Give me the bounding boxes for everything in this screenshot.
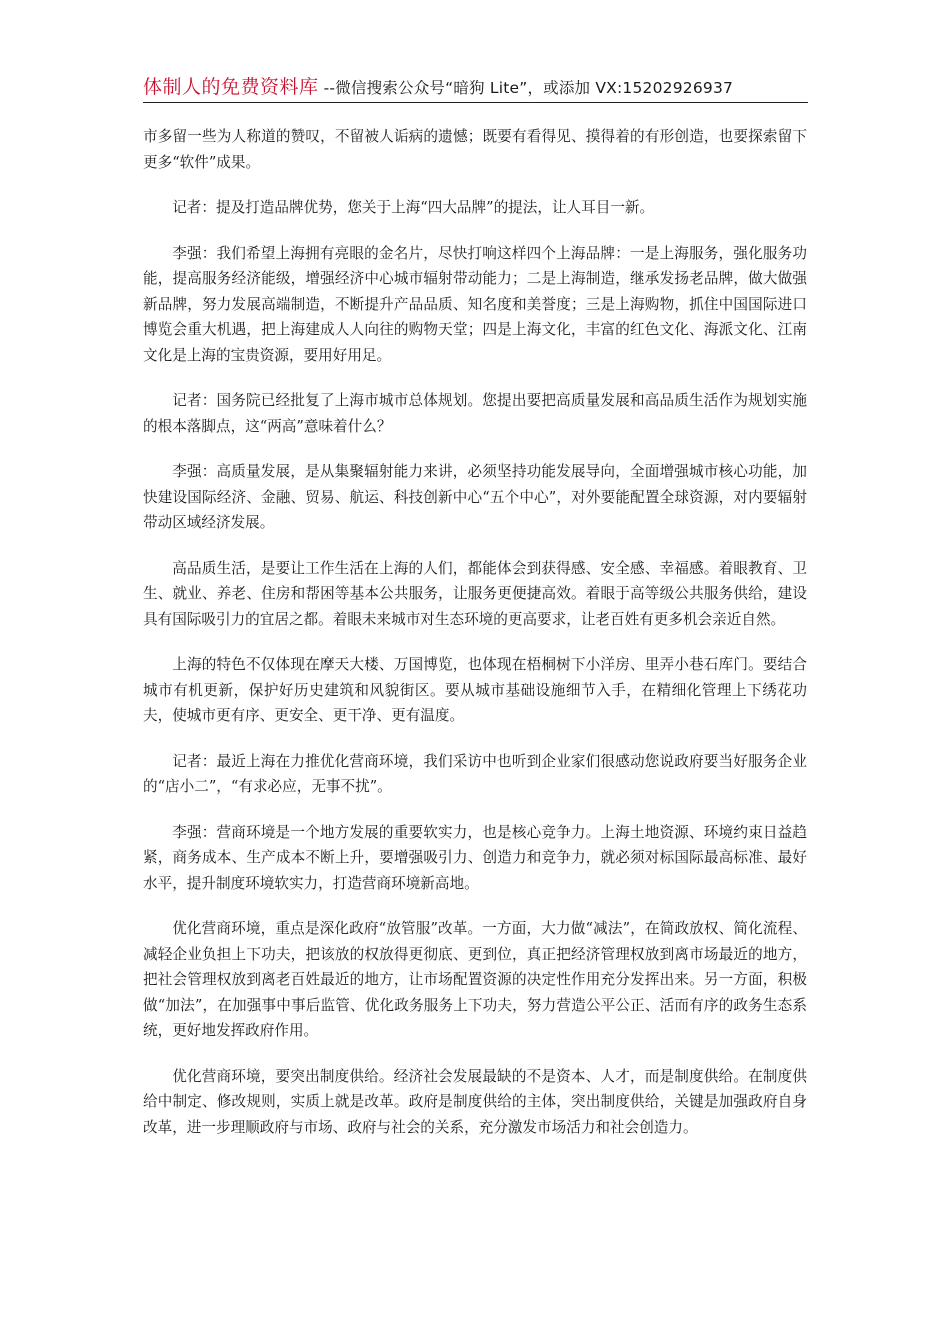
header-brand: 体制人的免费资料库 [143,76,319,98]
paragraph: 记者：国务院已经批复了上海市城市总体规划。您提出要把高质量发展和高品质生活作为规划实施的根本落脚点，这“两高”意味着什么？ [143,392,807,435]
header-subtitle: --微信搜索公众号“暗狗 Lite”，或添加 VX:15202926937 [323,79,734,97]
paragraph: 李强：我们希望上海拥有亮眼的金名片，尽快打响这样四个上海品牌：一是上海服务，强化服务功能，提高服务经济能级，增强经济中心城市辐射带动能力；二是上海制造，继承发扬老品牌，做大做强新品牌，努力发展高端制造，不断提升产品品质、知名度和美誉度；三是上海购物，抓住中国国际进口博览会重大机遇，把上海建成人人向往的购物天堂；四是上海文化，丰富的红色文化、海派文化、江南文化是上海的宝贵资源，要用好用足。 [143,244,807,364]
paragraph: 高品质生活，是要让工作生活在上海的人们，都能体会到获得感、安全感、幸福感。着眼教育、卫生、就业、养老、住房和帮困等基本公共服务，让服务更便捷高效。着眼于高等级公共服务供给，建设具有国际吸引力的宜居之都。着眼未来城市对生态环境的更高要求，让老百姓有更多机会亲近自然。 [143,559,807,628]
paragraph: 记者：提及打造品牌优势，您关于上海“四大品牌”的提法，让人耳目一新。 [172,199,655,216]
paragraph: 优化营商环境，要突出制度供给。经济社会发展最缺的不是资本、人才，而是制度供给。在制度供给中制定、修改规则，实质上就是改革。政府是制度供给的主体，突出制度供给，关键是加强政府自身改革，进一步理顺政府与市场、政府与社会的关系，充分激发市场活力和社会创造力。 [143,1067,807,1136]
article-body [143,124,807,1160]
paragraph: 李强：高质量发展，是从集聚辐射能力来讲，必须坚持功能发展导向，全面增强城市核心功能，加快建设国际经济、金融、贸易、航运、科技创新中心“五个中心”，对外要能配置全球资源，对内要辐射带动区域经济发展。 [143,463,807,531]
paragraph: 上海的特色不仅体现在摩天大楼、万国博览，也体现在梧桐树下小洋房、里弄小巷石库门。要结合城市有机更新，保护好历史建筑和风貌街区。要从城市基础设施细节入手，在精细化管理上下绣花功夫，使城市更有序、更安全、更干净、更有温度。 [143,656,807,724]
paragraph: 记者：最近上海在力推优化营商环境，我们采访中也听到企业家们很感动您说政府要当好服务企业的“店小二”，“有求必应，无事不扰”。 [143,752,807,795]
paragraph: 优化营商环境，重点是深化政府“放管服”改革。一方面，大力做“减法”，在简政放权、简化流程、减轻企业负担上下功夫，把该放的权放得更彻底、更到位，真正把经济管理权放到离市场最近的地方，把社会管理权放到离老百姓最近的地方，让市场配置资源的决定性作用充分发挥出来。另一方面，积极做“加法”，在加强事中事后监管、优化政务服务上下功夫，努力营造公平公正、活而有序的政务生态系统，更好地发挥政府作用。 [143,920,807,1039]
paragraph: 市多留一些为人称道的赞叹，不留被人诟病的遗憾；既要有看得见、摸得着的有形创造，也要探索留下更多“软件”成果。 [143,128,807,171]
paragraph: 李强：营商环境是一个地方发展的重要软实力，也是核心竞争力。上海土地资源、环境约束日益趋紧，商务成本、生产成本不断上升，要增强吸引力、创造力和竞争力，就必须对标国际最高标准、最好水平，提升制度环境软实力，打造营商环境新高地。 [143,823,807,892]
page-header [143,72,808,103]
